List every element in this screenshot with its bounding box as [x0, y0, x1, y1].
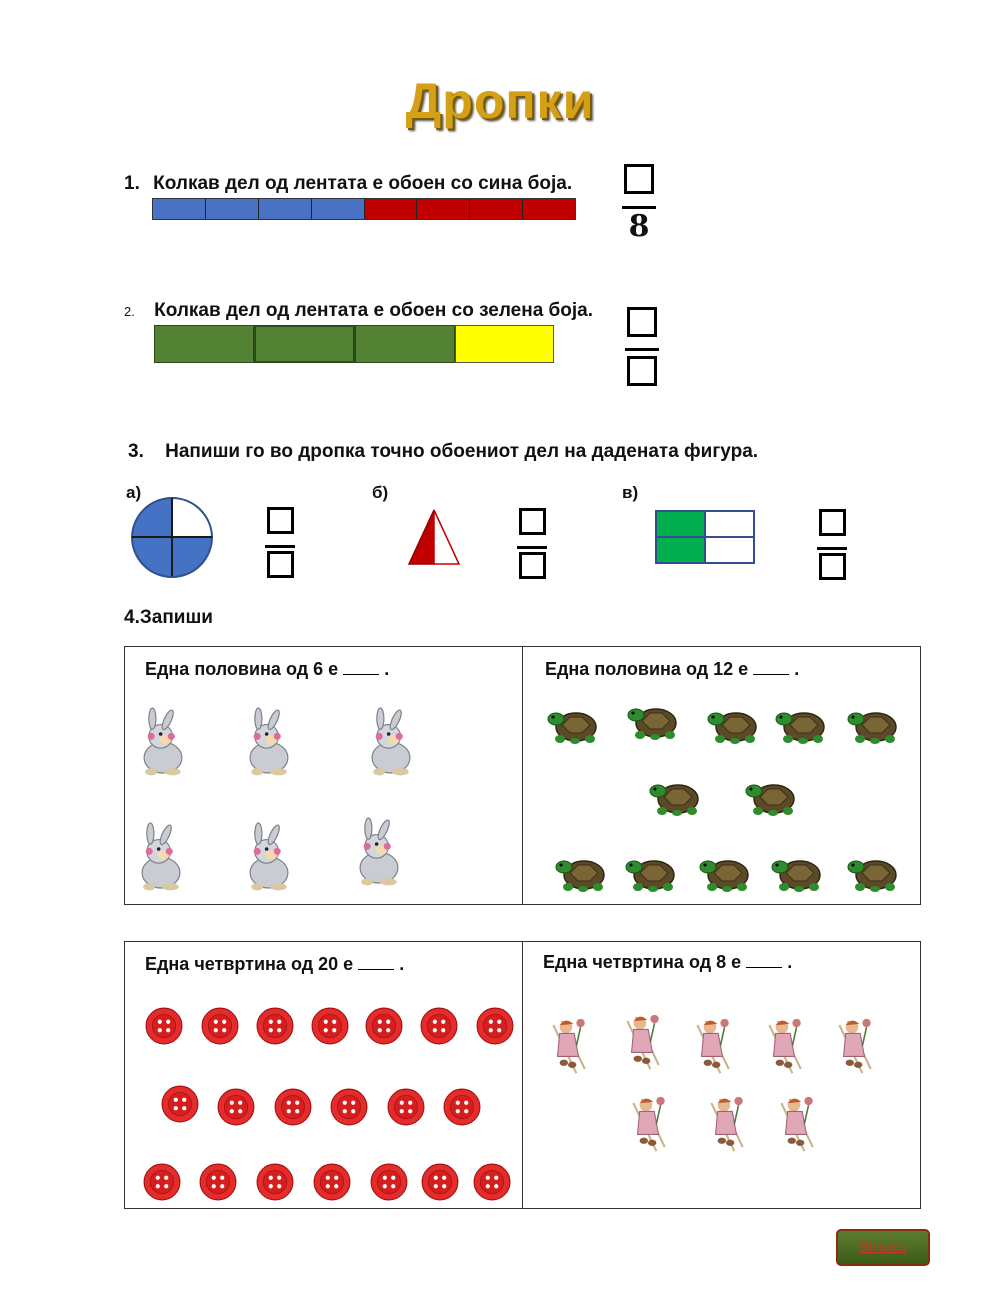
- question-3-text: Напиши го во дропка точно обоениот дел на дадената фигура.: [165, 441, 759, 462]
- bunny-icon: [243, 822, 295, 902]
- numerator-box[interactable]: [519, 508, 546, 535]
- button-icon: [256, 1163, 294, 1201]
- strip-1-blue-cell: [312, 199, 365, 219]
- strip-2-green-cell: [154, 325, 254, 363]
- footer-link-button[interactable]: Bleterch: [836, 1229, 930, 1266]
- button-icon: [473, 1163, 511, 1201]
- girl-icon: [545, 1014, 591, 1078]
- girl-icon: [619, 1010, 665, 1074]
- question-1-text: Колкав дел од лентата е обоен со сина боја.: [153, 173, 573, 194]
- turtle-icon: [845, 851, 907, 895]
- bunny-icon: [353, 817, 405, 897]
- denominator-box[interactable]: [519, 552, 546, 579]
- button-icon: [274, 1088, 312, 1126]
- strip-2-green-cell: [355, 325, 455, 363]
- strip-1-blue-cell: [259, 199, 312, 219]
- button-icon: [387, 1088, 425, 1126]
- strip-1-red-cell: [470, 199, 523, 219]
- answer-blank[interactable]: [746, 953, 782, 968]
- denominator-box[interactable]: [267, 551, 294, 578]
- bunny-icon: [243, 707, 295, 787]
- button-icon: [420, 1007, 458, 1045]
- circle-unshaded-part: [172, 498, 212, 537]
- triangle-shaded-part: [409, 510, 434, 564]
- button-icon: [476, 1007, 514, 1045]
- denominator-box[interactable]: [819, 553, 846, 580]
- panel-1-text: Една половина од 6 е .: [145, 659, 390, 679]
- button-icon: [421, 1163, 459, 1201]
- numerator-box[interactable]: [624, 164, 654, 194]
- answer-blank[interactable]: [343, 660, 379, 675]
- halved-triangle: [405, 506, 463, 568]
- strip-2-green-cell: [254, 325, 356, 363]
- panel-quarter-of-20: [124, 941, 523, 1209]
- denominator: 8: [628, 209, 650, 244]
- fraction-3c: [817, 509, 847, 580]
- triangle-unshaded-part: [434, 510, 459, 564]
- fraction-3b: [517, 508, 547, 579]
- button-icon: [443, 1088, 481, 1126]
- girl-icon: [703, 1092, 749, 1156]
- strip-1-red-cell: [523, 199, 575, 219]
- panel-4-text: Една четвртина од 8 е .: [543, 952, 793, 972]
- button-icon: [365, 1007, 403, 1045]
- turtle-icon: [647, 775, 709, 819]
- strip-2: [154, 325, 554, 363]
- strip-2-yellow-cell: [455, 325, 555, 363]
- strip-1-blue-cell: [206, 199, 259, 219]
- turtle-icon: [545, 703, 607, 747]
- turtle-icon: [623, 851, 685, 895]
- button-icon: [256, 1007, 294, 1045]
- question-3-number: 3.: [128, 441, 144, 462]
- girl-icon: [773, 1092, 819, 1156]
- denominator-box[interactable]: [627, 356, 657, 386]
- turtle-icon: [743, 775, 805, 819]
- girl-icon: [831, 1014, 877, 1078]
- button-icon: [313, 1163, 351, 1201]
- button-icon: [145, 1007, 183, 1045]
- question-3: [128, 441, 758, 463]
- panel-2-text: Една половина од 12 е .: [545, 659, 800, 679]
- panel-quarter-of-8: [522, 941, 921, 1209]
- turtle-icon: [845, 703, 907, 747]
- divided-rectangle: [654, 509, 756, 565]
- button-icon: [217, 1088, 255, 1126]
- question-1: [124, 173, 572, 195]
- panel-3-text: Една четвртина од 20 е .: [145, 954, 405, 974]
- label-a: а): [126, 483, 142, 502]
- fraction-line: [625, 348, 659, 351]
- panel-half-of-12: [522, 646, 921, 905]
- button-icon: [161, 1085, 199, 1123]
- bunny-icon: [137, 707, 189, 787]
- page-title: Дропки: [405, 73, 595, 129]
- question-2: [124, 300, 593, 322]
- fraction-line: [517, 546, 547, 549]
- question-1-number: 1.: [124, 173, 140, 194]
- numerator-box[interactable]: [627, 307, 657, 337]
- turtle-icon: [553, 851, 615, 895]
- label-b: б): [372, 483, 389, 502]
- turtle-icon: [697, 851, 759, 895]
- turtle-icon: [625, 699, 687, 743]
- girl-icon: [689, 1014, 735, 1078]
- button-icon: [370, 1163, 408, 1201]
- numerator-box[interactable]: [267, 507, 294, 534]
- girl-icon: [625, 1092, 671, 1156]
- numerator-box[interactable]: [819, 509, 846, 536]
- button-icon: [330, 1088, 368, 1126]
- strip-1-blue-cell: [153, 199, 206, 219]
- bunny-icon: [135, 822, 187, 902]
- question-4-heading: 4.Запиши: [124, 607, 213, 628]
- label-c: в): [622, 483, 639, 502]
- fraction-3a: [265, 507, 295, 578]
- turtle-icon: [773, 703, 835, 747]
- bunny-icon: [365, 707, 417, 787]
- button-icon: [201, 1007, 239, 1045]
- answer-blank[interactable]: [753, 660, 789, 675]
- button-icon: [143, 1163, 181, 1201]
- strip-1: [152, 198, 576, 220]
- turtle-icon: [769, 851, 831, 895]
- answer-blank[interactable]: [358, 955, 394, 970]
- question-2-text: Колкав дел од лентата е обоен со зелена боја.: [154, 300, 594, 321]
- fraction-1: [622, 164, 656, 244]
- button-icon: [199, 1163, 237, 1201]
- strip-1-red-cell: [365, 199, 418, 219]
- strip-1-red-cell: [417, 199, 470, 219]
- fraction-line: [817, 547, 847, 550]
- button-icon: [311, 1007, 349, 1045]
- girl-icon: [761, 1014, 807, 1078]
- turtle-icon: [705, 703, 767, 747]
- question-2-number: 2.: [124, 304, 135, 319]
- quartered-circle: [128, 496, 216, 578]
- fraction-line: [265, 545, 295, 548]
- fraction-2: [625, 307, 659, 386]
- panel-half-of-6: [124, 646, 523, 905]
